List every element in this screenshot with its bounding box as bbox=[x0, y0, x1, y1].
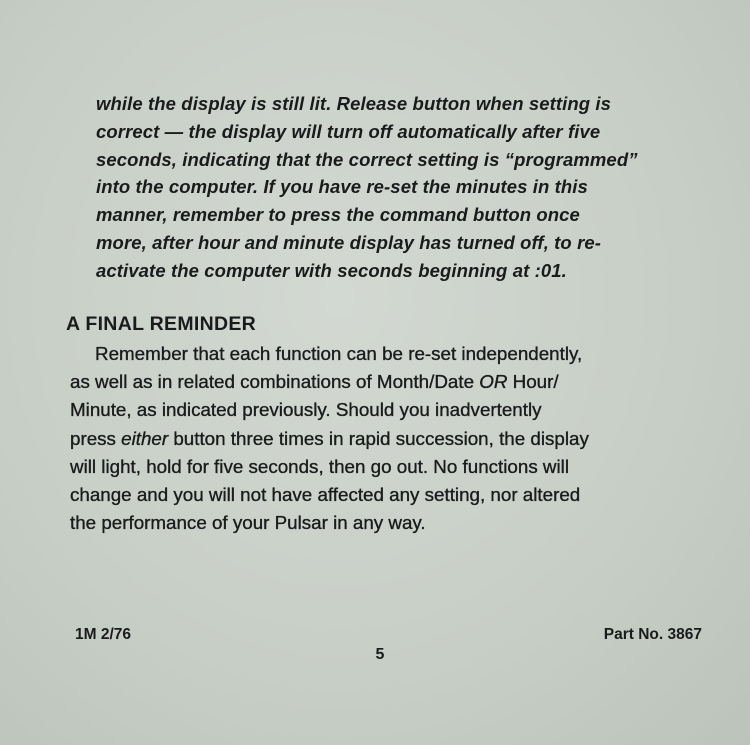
paragraph-line bbox=[70, 368, 710, 396]
text-run: Hour/ bbox=[507, 371, 559, 393]
paragraph-line bbox=[70, 481, 710, 509]
paragraph-line: more, after hour and minute display has turned off, to re- bbox=[96, 231, 602, 253]
continued-paragraph bbox=[96, 90, 706, 285]
paragraph-line: manner, remember to press the command button once bbox=[96, 204, 580, 226]
paragraph-line: into the computer. If you have re-set the minutes in this bbox=[96, 176, 588, 198]
text-run: Minute, as indicated previously. Should you inadvertently bbox=[70, 399, 542, 421]
text-run: as well as in related combinations of Month/Date bbox=[70, 371, 480, 393]
section-heading: A FINAL REMINDER bbox=[66, 313, 257, 335]
paragraph-line bbox=[70, 396, 710, 424]
reminder-paragraph bbox=[70, 340, 710, 537]
print-code: 1M 2/76 bbox=[75, 626, 132, 643]
text-run: the performance of your Pulsar in any way. bbox=[70, 512, 426, 534]
text-run: press bbox=[70, 427, 122, 449]
part-number: Part No. 3867 bbox=[603, 626, 702, 643]
paragraph-line: correct — the display will turn off automatically after five bbox=[96, 120, 601, 142]
paragraph-line bbox=[70, 453, 710, 481]
emphasis-text: either bbox=[121, 427, 169, 449]
paragraph-line bbox=[70, 425, 710, 453]
text-run: change and you will not have affected any setting, nor altered bbox=[70, 484, 581, 506]
page-number: 5 bbox=[375, 646, 385, 663]
text-run: Remember that each function can be re-set independently, bbox=[95, 343, 583, 364]
paragraph-line: while the display is still lit. Release button when setting is bbox=[96, 93, 612, 114]
paragraph-line bbox=[70, 509, 710, 537]
paragraph-line bbox=[70, 340, 710, 368]
text-run: will light, hold for five seconds, then go out. No functions will bbox=[70, 455, 570, 477]
paragraph-line: activate the computer with seconds beginning at :01. bbox=[96, 259, 567, 281]
emphasis-text: OR bbox=[479, 371, 508, 393]
text-run: button three times in rapid succession, the display bbox=[168, 427, 589, 449]
paragraph-line: seconds, indicating that the correct setting is “programmed” bbox=[96, 148, 638, 170]
